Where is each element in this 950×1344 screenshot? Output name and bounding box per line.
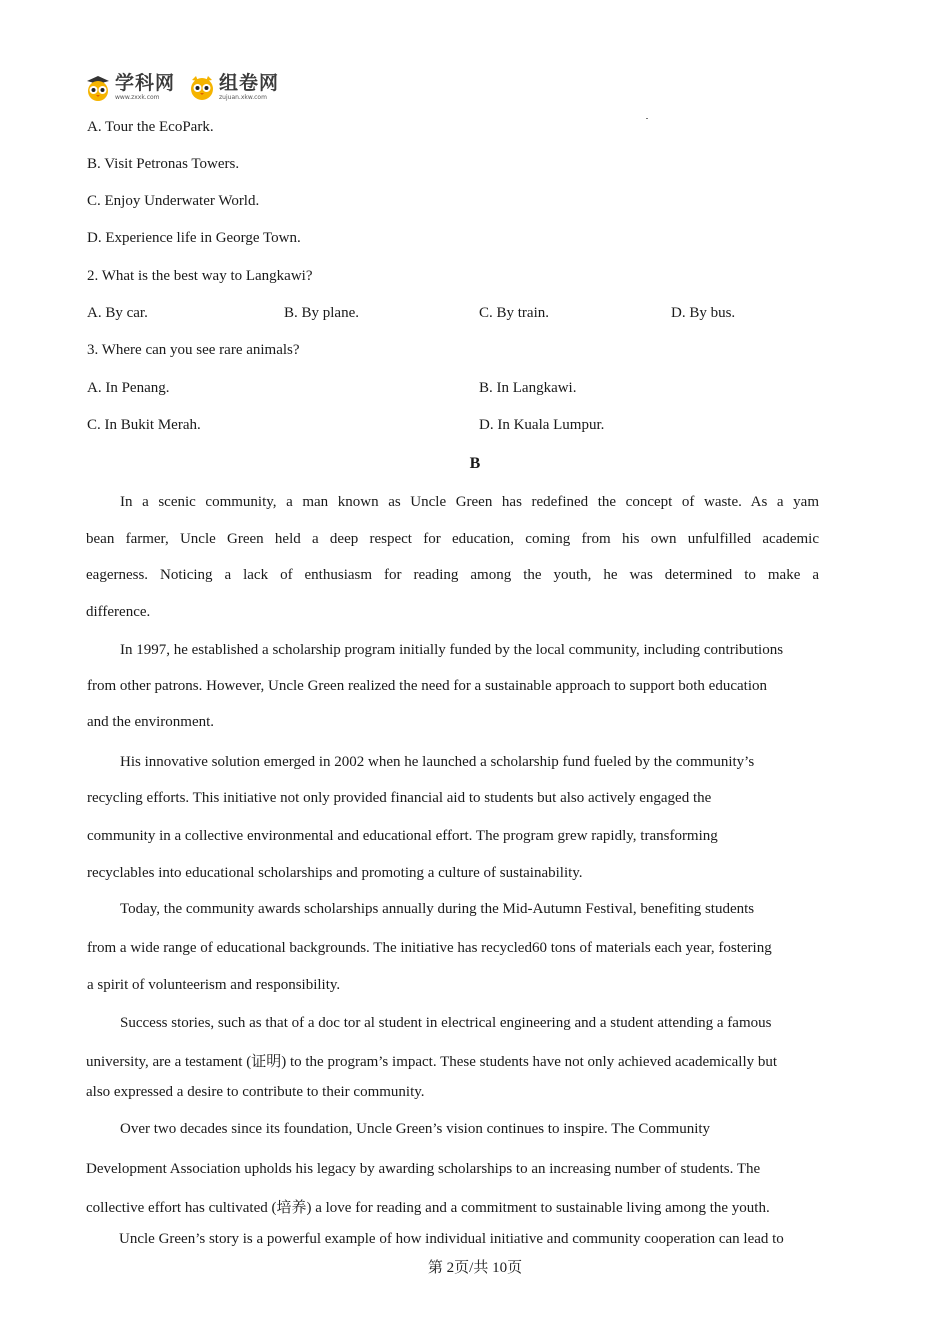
q1-option-b: B. Visit Petronas Towers. [87,156,240,172]
passage-line: eagerness. Noticing a lack of enthusiasm for reading among the youth, he was determined to make a [86,567,819,583]
passage-line: university, are a testament (证明) to the program’s impact. These students have not only achieved academically but [86,1054,778,1070]
owl-icon [189,73,215,101]
zxxk-logo [85,73,175,101]
logo-zujuan-name: 组卷网 [219,71,280,94]
passage-line: from a wide range of educational backgrounds. The initiative has recycled60 tons of materials each year, fostering [87,940,772,956]
passage-line: In 1997, he established a scholarship program initially funded by the local community, including contributions [120,642,784,658]
passage-line: and the environment. [87,714,215,730]
q2-option-a: A. By car. [87,305,148,321]
passage-line: Development Association upholds his legacy by awarding scholarships to an increasing number of students. The [86,1161,761,1177]
logo-zxxk-url: www.zxxk.com [115,93,160,101]
passage-line: Over two decades since its foundation, Uncle Green’s vision continues to inspire. The Community [120,1121,711,1137]
passage-line: In a scenic community, a man known as Uncle Green has redefined the concept of waste. As a yam [120,494,819,510]
passage-line: community in a collective environmental and educational effort. The program grew rapidly, transforming [87,828,718,844]
passage-line: Today, the community awards scholarships annually during the Mid-Autumn Festival, benefiting students [120,901,755,917]
q3-option-a: A. In Penang. [87,380,170,396]
q1-option-c: C. Enjoy Underwater World. [87,193,260,209]
stray-mark [646,118,648,119]
q3-option-d: D. In Kuala Lumpur. [479,417,605,433]
passage-line: His innovative solution emerged in 2002 when he launched a scholarship fund fueled by the community’s [120,754,755,770]
passage-line: Uncle Green’s story is a powerful example of how individual initiative and community cooperation can lead to [119,1231,784,1247]
passage-line: recycling efforts. This initiative not only provided financial aid to students but also actively engaged the [87,790,712,806]
passage-line: bean farmer, Uncle Green held a deep respect for education, coming from his own unfulfilled academic [86,531,819,547]
q3-option-b: B. In Langkawi. [479,380,577,396]
logo-zxxk-name: 学科网 [115,71,176,94]
q2-option-b: B. By plane. [284,305,359,321]
passage-line: Success stories, such as that of a doc tor al student in electrical engineering and a student attending a famous [120,1015,772,1031]
q2-option-c: C. By train. [479,305,549,321]
passage-line: recyclables into educational scholarships and promoting a culture of sustainability. [87,865,583,881]
q3-option-c: C. In Bukit Merah. [87,417,201,433]
q1-option-a: A. Tour the EcoPark. [87,119,214,135]
q3-stem: 3. Where can you see rare animals? [87,342,300,358]
section-heading: B [469,455,481,472]
q2-stem: 2. What is the best way to Langkawi? [87,268,313,284]
passage-line: from other patrons. However, Uncle Green realized the need for a sustainable approach to support both education [87,678,767,694]
q2-option-d: D. By bus. [671,305,736,321]
q1-option-d: D. Experience life in George Town. [87,230,301,246]
header-logos [85,70,279,104]
passage-line: difference. [86,604,151,620]
passage-line: a spirit of volunteerism and responsibility. [87,977,341,993]
zujuan-logo [189,73,279,101]
logo-zujuan-url: zujuan.xkw.com [219,93,267,101]
owl-icon [85,73,111,101]
page-footer: 第 2页/共 10页 [427,1260,523,1276]
passage-line: collective effort has cultivated (培养) a love for reading and a commitment to sustainable living among the youth. [86,1200,770,1216]
passage-line: also expressed a desire to contribute to their community. [86,1084,425,1100]
